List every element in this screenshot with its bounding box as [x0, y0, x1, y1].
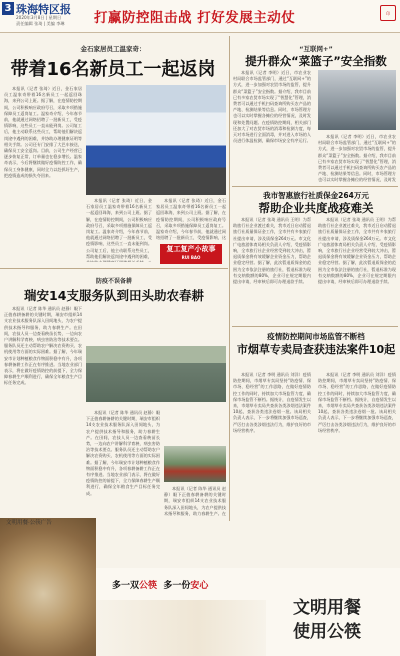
article5-kicker: 防疫不误备耕: [95, 278, 132, 285]
article5-headline: 瑞安14支服务队到田头助农春耕: [24, 288, 204, 303]
article5-body: 本报讯（记者 陈华 通讯员 赵静）眼下正值春耕备耕的关键时期，瑞安市组织14支农业技术服务队深入田间地头，为农户提供技术指导和服务，助力春耕生产。在田间，农技人员一边查看秧苗长势，一边向农户讲解科学育秧、病虫害防治等技术要点。服务队员还主动帮助农户解决农资购买、农机使用等方面的实际困难。据了解，今年瑞安市计划种植粮食作物面积稳中有升，各项春耕备耕工作正在有序推进。当地农业部门表示，将在做好疫情防控的前提下，全力保障春耕生产顺利进行，确保全年粮食生产目标任务完成。: [4, 306, 82, 386]
article3-headline2: 帮助企业共度战疫难关: [258, 201, 374, 215]
column-divider: [229, 36, 230, 521]
story-badge: 复工复产小故事 RUI BAO: [160, 244, 222, 264]
article3-body-cont: 本报讯（记者 张琦 通讯员 王明）为帮助旅行社企业渡过难关，我市近日启动暂退旅行社质量保证金工作，全市共有多家旅行社提出申请，涉及质保金264万元。市文化广电旅游体育局相关负责人介绍，受疫情影响，全市旅行社企业经营受到较大冲击，暂退质保金将有效缓解企业资金压力，帮助企业稳定经营。据了解，此次暂退质保金的范围为全市依法注册的旅行社，暂退标准为现有交纳数额的80%，企业可在规定期限内提出申请，经审核后即可办理退款手续。: [318, 217, 396, 285]
article1-body: 本报讯（记者 张琦）近日，金石家居员工温家奇带着16名新员工一起返回珠海，来到公司上班。据了解，在疫情防控期间，公司积极响应政府号召，采取多项措施保障员工返岗复工。温家奇介绍，今年春节前，他就通过网络招聘了一批新员工，受疫情影响，这些员工一直未能到岗。公司复工后，他主动联系这些员工，帮助他们解决返岗途中遇到的困难，并协助办理健康证明等相关手续。公司还专门安排了大巴车接送，确保员工安全返岗。目前，公司生产经营已逐步恢复正常，订单量也在稳步增长。温家奇表示，今后将继续做好疫情防控工作，确保员工身体健康，同时全力以赴抓好生产，把疫情造成的损失夺回来。: [4, 86, 82, 178]
article2-kicker: “互联网+”: [299, 45, 333, 53]
article4-headline1: 疫情防控期间市场监管不断档: [267, 332, 365, 341]
article4-body-cont: 本报讯（记者 李明 通讯员 刘洋）疫情防控期间，市烟草专卖局坚持“防疫情、保市场、稳经营”的工作思路，在做好疫情防控工作的同时，持续加大市场监管力度，确保市场监管不断档。据统计，自疫情发生以来，市烟草专卖局共查获各类涉烟违法案件10起，查获各类违法卷烟一批。该局相关负责人表示，下一步将继续加强市场巡查，严厉打击各类涉烟违法行为，维护良好的市场经营秩序。: [318, 372, 396, 433]
bus-photo: [86, 85, 226, 195]
market-photo: [318, 70, 396, 130]
article2-headline: 提升群众“菜篮子”安全指数: [245, 54, 387, 68]
article1-kicker: 金石家居员工温家奇：: [80, 45, 146, 53]
farmers-photo: [86, 346, 226, 402]
page-slogan: 打赢防控阻击战 打好发展主动仗: [94, 10, 296, 26]
dining-photo: [0, 518, 96, 656]
article5-body-cont: 本报讯（记者 陈华 通讯员 赵静）眼下正值春耕备耕的关键时期，瑞安市组织14支农业技术服务队深入田间地头，为农户提供技术指导和服务，助力春耕生产。在田间，农技人员一边查看秧苗长势，一边向农户讲解科学育秧、病虫害防治等技术要点。服务队员还主动帮助农户解决农资购买、农机使用等方面的实际困难。据了解，今年瑞安市计划种植粮食作物面积稳中有升，各项春耕备耕工作正在有序推进。当地农业部门表示，将在做好疫情防控的前提下，全力保障春耕生产顺利进行，确保全年粮食生产目标任务完成。: [86, 410, 160, 496]
editor-credit: 责任编辑 张琦 | 美编 李琳: [16, 21, 65, 26]
tractor-photo: [164, 446, 226, 482]
section-divider: [0, 268, 228, 269]
decorative-swirl: [96, 600, 266, 656]
ad-title: 文明用餐·公筷广告: [6, 520, 52, 526]
ad-big-text: 文明用餐 使用公筷: [293, 598, 361, 642]
newspaper-seal-icon: 印: [380, 5, 396, 21]
article2-body-cont: 本报讯（记者 李明）近日，市农业农村局联合市场监管部门，通过“互联网+”的方式，进一步加强对农贸市场的监管，提升群众“菜篮子”安全指数。据介绍，我市目前已有多家农贸市场实现了“智慧化”管理，消费者可以通过手机扫码查询所购买农产品的产地、检测结果等信息。同时，市场管理方也可以实时掌握各摊位的经营情况，及时发: [318, 134, 396, 182]
article1-headline: 带着16名新员工一起返岗: [10, 59, 216, 80]
article5-body-cont2: 本报讯（记者 陈华 通讯员 赵静）眼下正值春耕备耕的关键时期，瑞安市组织14支农业技术服务队深入田间地头，为农户提供技术指导和服务，助力春耕生产。在: [164, 486, 226, 516]
section-divider: [232, 186, 398, 187]
paper-name: 珠海特区报: [16, 3, 71, 16]
page-number: 3: [2, 2, 14, 15]
article2-body: 本报讯（记者 李明）近日，市农业农村局联合市场监管部门，通过“互联网+”的方式，进一步加强对农贸市场的监管，提升群众“菜篮子”安全指数。据介绍，我市目前已有多家农贸市场实现了“智慧化”管理，消费者可以通过手机扫码查询所购买农产品的产地、检测结果等信息。同时，市场管理方也可以实时掌握各摊位的经营情况，及时发现和处置问题。在疫情防控期间，相关部门还加大了对农贸市场的消毒和检测力度，每天对市场进行全面消毒，并对进入市场的人员进行体温检测，确保市场安全有序运行。: [233, 70, 311, 144]
article3-body: 本报讯（记者 张琦 通讯员 王明）为帮助旅行社企业渡过难关，我市近日启动暂退旅行社质量保证金工作，全市共有多家旅行社提出申请，涉及质保金264万元。市文化广电旅游体育局相关负责人介绍，受疫情影响，全市旅行社企业经营受到较大冲击，暂退质保金将有效缓解企业资金压力，帮助企业稳定经营。据了解，此次暂退质保金的范围为全市依法注册的旅行社，暂退标准为现有交纳数额的80%，企业可在规定期限内提出申请，经审核后即可办理退款手续。: [233, 217, 311, 285]
section-divider: [232, 326, 398, 327]
article4-body: 本报讯（记者 李明 通讯员 刘洋）疫情防控期间，市烟草专卖局坚持“防疫情、保市场、稳经营”的工作思路，在做好疫情防控工作的同时，持续加大市场监管力度，确保市场监管不断档。据统计，自疫情发生以来，市烟草专卖局共查获各类涉烟违法案件10起，查获各类违法卷烟一批。该局相关负责人表示，下一步将继续加强市场巡查，严厉打击各类涉烟违法行为，维护良好的市场经营秩序。: [233, 372, 311, 433]
article1-body-cont: 本报讯（记者 张琦）近日，金石家居员工温家奇带着16名新员工一起返回珠海，来到公司上班。据了解，在疫情防控期间，公司积极响应政府号召，采取多项措施保障员工返岗复工。温家奇介绍，今年春节前，他就通过网络招聘了一批新员工，受疫情影响，这些员工一直未能到岗。公司复工后，他主动联系这些员工，帮助他们解决返岗途中遇到的困难，: [86, 198, 152, 259]
issue-date: 2020年3月8日 | 星期日: [16, 15, 62, 20]
article3-headline1: 我市智惠旅行社质保金264万元: [263, 191, 369, 200]
ad-slogan: 多一双公筷 多一份安心: [112, 581, 209, 591]
article4-headline2: 市烟草专卖局查获违法案件10起: [236, 343, 396, 356]
article1-body-cont2: 本报讯（记者 张琦）近日，金石家居员工温家奇带着16名新员工一起返回珠海，来到公司上班。据了解，在疫情防控期间，公司积极响应政府号召，采取多项措施保障员工返岗复工。温家奇介绍，今年春节前，他就通过网络招聘了一批新员工，受疫情影响，这: [156, 198, 226, 240]
